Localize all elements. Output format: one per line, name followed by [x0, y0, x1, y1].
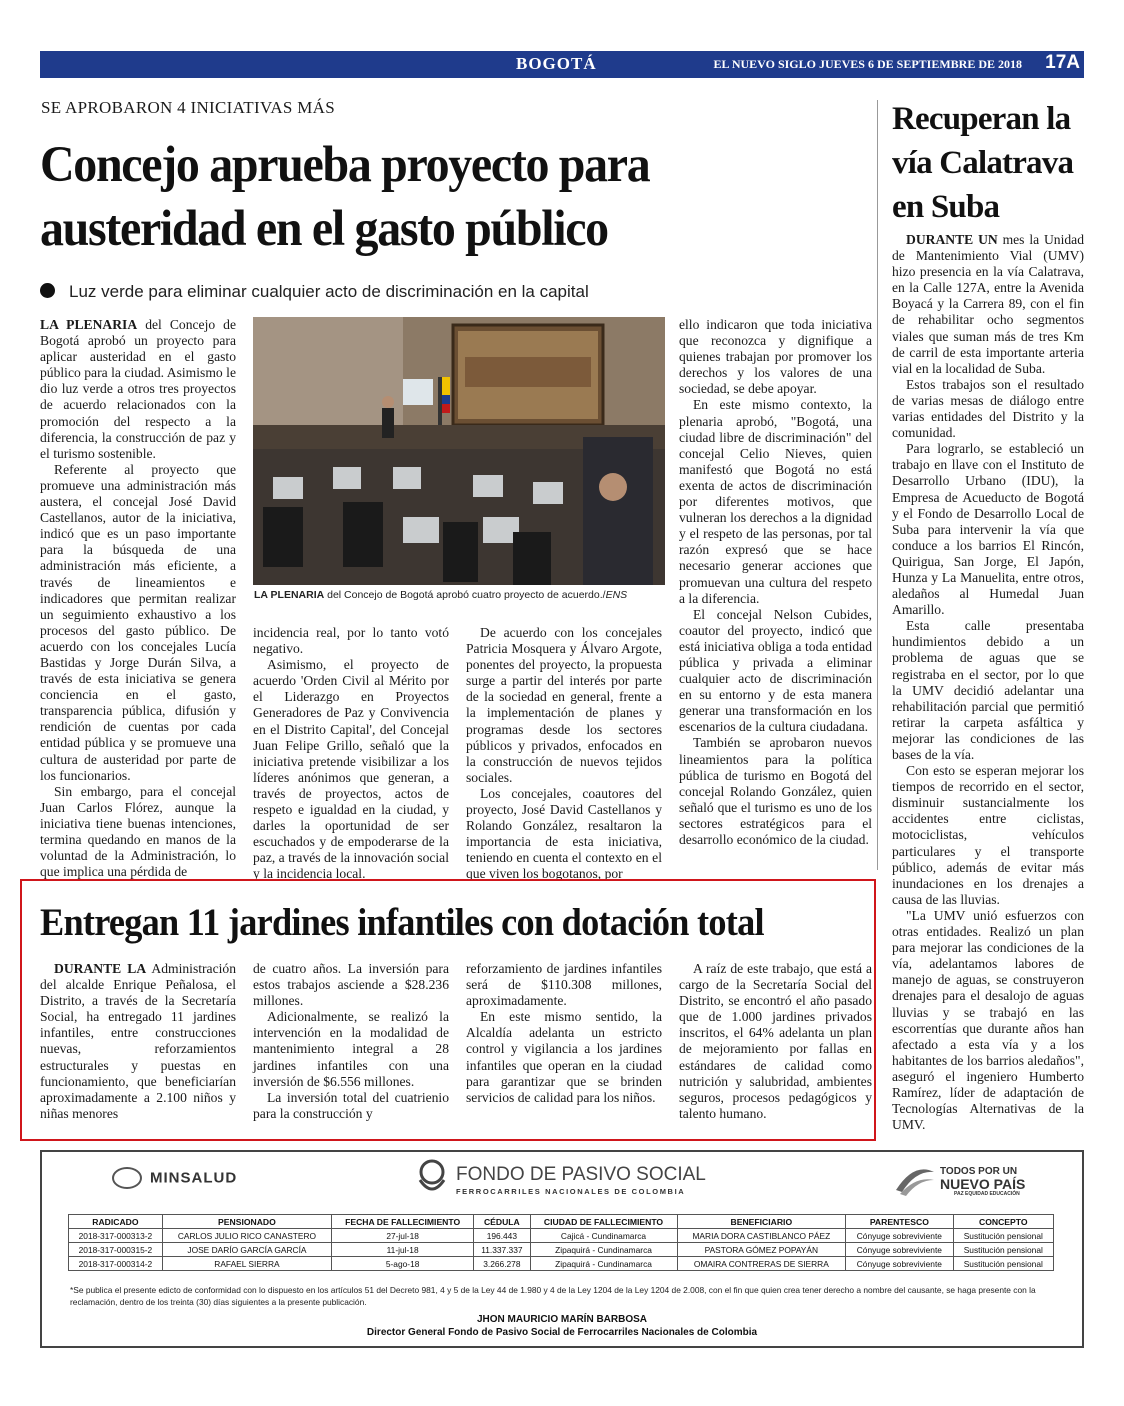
paragraph: Con esto se esperan mejorar los tiempos de recorrido en el sector, disminuir sustancialmente los accidentes entre ciclistas, motociclistas, vehículos particulares y el transporte público, además de evitar más inundaciones en los drenajes a causa de las lluvias.: [892, 763, 1084, 907]
lead-in: DURANTE UN: [906, 232, 998, 247]
column-header: RADICADO: [69, 1215, 163, 1229]
fondo-title: FONDO DE PASIVO SOCIAL: [456, 1164, 706, 1185]
table-cell: 2018-317-000315-2: [69, 1243, 163, 1257]
section-name: BOGOTÁ: [516, 54, 597, 73]
paragraph: Estos trabajos son el resultado de varias mesas de diálogo entre varias entidades del Distrito y la comunidad.: [892, 376, 1084, 441]
table-cell: Sustitución pensional: [953, 1257, 1053, 1271]
jardines-column-4: [679, 961, 872, 1122]
jardines-column-1: [40, 961, 236, 1122]
paragraph: Asimismo, el proyecto de acuerdo 'Orden Civil al Mérito por el Liderazgo en Proyectos Generadores de Paz y Convivencia en el Distrito Capital', del Concejal Juan Felipe Grillo, señaló que la iniciativa pretende visibilizar a los líderes anónimos que generan, a través de proyectos, actos de respeto e igualdad en la ciudad, y darles la oportunidad de ser escuchados y de empoderarse de la paz, a través de la innovación social y la incidencia local.: [253, 657, 449, 882]
paragraph: Adicionalmente, se realizó la intervención en la modalidad de mantenimiento integral a 28 jardines infantiles con una inversión de $6.556 millones.: [253, 1009, 449, 1089]
column-header: PENSIONADO: [162, 1215, 331, 1229]
jardines-column-2: [253, 961, 449, 1122]
table-cell: Cónyuge sobreviviente: [846, 1257, 953, 1271]
column-header: CÉDULA: [474, 1215, 530, 1229]
paragraph-text: mes la Unidad de Mantenimiento Vial (UMV) hizo presencia en la vía Calatrava, en la Calle 127A, entre la Avenida Boyacá y la Carrera 89, con el fin de rehabilitar ocho segmentos viales que suman más de tres Km de carril de esta importante arteria vial en la localidad de Suba.: [892, 232, 1084, 376]
paragraph: ello indicaron que toda iniciativa que reconozca y dignifique a quienes trabajan por promover los derechos y los valores de una sociedad, se debe apoyar.: [679, 317, 872, 397]
column-header: BENEFICIARIO: [677, 1215, 846, 1229]
paragraph: [40, 317, 236, 462]
article-column-2: [253, 625, 449, 883]
table-row: [69, 1257, 1054, 1271]
paragraph: Los concejales, coautores del proyecto, José David Castellanos y Rolando González, resaltaron la importancia de esta iniciativa, teniendo en cuenta el contexto en el que viven los bogotanos, por: [466, 785, 662, 882]
table-cell: Sustitución pensional: [953, 1229, 1053, 1243]
table-row: [69, 1243, 1054, 1257]
paragraph-text: del Concejo de Bogotá aprobó un proyecto para aplicar austeridad en el gasto público para la ciudad. Asimismo le dio luz verde a otros tres proyectos de acuerdo relacionados con la promoción del respecto a la diferencia, la construcción de paz y el turismo sostenible.: [40, 317, 237, 461]
signer-title: Director General Fondo de Pasivo Social de Ferrocarriles Nacionales de Colombia: [366, 1327, 758, 1338]
table-cell: Sustitución pensional: [953, 1243, 1053, 1257]
paragraph: La inversión total del cuatrienio para la construcción y: [253, 1089, 449, 1121]
side-article-body: [892, 232, 1084, 1133]
table-cell: 3.266.278: [474, 1257, 530, 1271]
side-article-headline: Recuperan la vía Calatrava en Suba: [892, 101, 1074, 225]
paragraph: En este mismo sentido, la Alcaldía adelanta un estricto control y vigilancia a los jardines infantiles que operan en la ciudad para garantizar que se brinden servicios de calidad para los niños.: [466, 1009, 662, 1105]
jardines-headline: Entregan 11 jardines infantiles con dotación total: [40, 901, 764, 944]
signer-name: JHON MAURICIO MARÍN BARBOSA: [477, 1314, 647, 1325]
photo-caption: [254, 589, 666, 601]
table-cell: 2018-317-000314-2: [69, 1257, 163, 1271]
table-cell: MARIA DORA CASTIBLANCO PÁEZ: [677, 1229, 846, 1243]
table-cell: Zipaquirá - Cundinamarca: [530, 1257, 677, 1271]
minsalud-logo: [112, 1167, 237, 1189]
paragraph: reforzamiento de jardines infantiles será de $110.308 millones, aproximadamente.: [466, 961, 662, 1009]
government-slogan-2: NUEVO PAÍS: [940, 1176, 1026, 1192]
paragraph-text: Administración del alcalde Enrique Peñalosa, el Distrito, a través de la Secretaría Social, ha entregado 11 jardines infantiles, entre construcciones nuevas, reforzamientos estructurales y puestas en funcionamiento, que beneficiarían aproximadamente a 2.100 niños y niñas menores: [40, 961, 236, 1121]
article-subtitle: [40, 282, 589, 302]
article-column-3: [466, 625, 662, 883]
table-row: [69, 1229, 1054, 1243]
paragraph: Sin embargo, para el concejal Juan Carlos Flórez, aunque la iniciativa tiene buenas intenciones, termina quedando en manos de la voluntad de la Administración, lo que implica una pérdida de: [40, 783, 236, 880]
council-plenary-photo: [253, 317, 665, 585]
column-header: CONCEPTO: [953, 1215, 1053, 1229]
table-cell: 27-jul-18: [332, 1229, 474, 1243]
paragraph: El concejal Nelson Cubides, coautor del proyecto, indicó que está iniciativa obliga a toda entidad pública y privada a eliminar cualquier acto de discriminación en su entorno y de esta manera generar una transformación en los escenarios de la cultura ciudadana.: [679, 606, 872, 735]
article-headline: Concejo aprueba proyecto para austeridad en el gasto público: [40, 137, 650, 257]
lead-in: LA PLENARIA: [40, 317, 138, 332]
paragraph: De acuerdo con los concejales Patricia Mosquera y Álvaro Argote, ponentes del proyecto, la propuesta surge a partir del interés por parte de la sociedad en general, frente a la implementación de planes y programas desde los sectores públicos y privados, enfocados en la construcción de nuevos tejidos sociales.: [466, 625, 662, 785]
paragraph: Esta calle presentaba hundimientos debido a un problema de aguas que se registraba en el sector, por lo que la UMV decidió adelantar una rehabilitación parcial que permitió retirar la carpeta asfáltica y mejorar las condiciones de las bases de la vía.: [892, 618, 1084, 762]
pension-table: [68, 1214, 1054, 1271]
table-cell: 2018-317-000313-2: [69, 1229, 163, 1243]
publication-date-line: EL NUEVO SIGLO JUEVES 6 DE SEPTIEMBRE DE 2018: [713, 57, 1022, 71]
table-cell: 5-ago-18: [332, 1257, 474, 1271]
table-cell: Cónyuge sobreviviente: [846, 1229, 953, 1243]
table-cell: JOSE DARÍO GARCÍA GARCÍA: [162, 1243, 331, 1257]
table-cell: RAFAEL SIERRA: [162, 1257, 331, 1271]
table-cell: OMAIRA CONTRERAS DE SIERRA: [677, 1257, 846, 1271]
table-cell: Cónyuge sobreviviente: [846, 1243, 953, 1257]
table-cell: Zipaquirá - Cundinamarca: [530, 1243, 677, 1257]
photo-illustration: [253, 317, 665, 585]
paragraph: "La UMV unió esfuerzos con otras entidades. Realizó un plan para mejorar las condiciones de la vía, adelantamos labores de manejo de aguas, se construyeron drenajes para el desalojo de aguas lluvias y se trabajó en las escorrentías que durante años han afectado a esta vía y a los habitantes de los barrios aledaños", aseguró el ingeniero Humberto Ramírez, líder de adaptación de Tecnologías Alternativas de la UMV.: [892, 907, 1084, 1133]
minsalud-label: MINSALUD: [150, 1169, 238, 1187]
section-header-bar: [40, 51, 1084, 78]
paragraph: Para lograrlo, se estableció un trabajo en llave con el Instituto de Desarrollo Urbano (IDU), la Empresa de Acueducto de Bogotá y el Fondo de Desarrollo Local de Suba para intervenir la vía que conduce a los barrios El Rincón, Quirigua, San Jorge, El Japón, Hunza y La Manuelita, entre otros, aledaños al Humedal Juan Amarillo.: [892, 441, 1084, 618]
government-swoosh-icon: [894, 1166, 936, 1196]
page-number: 17A: [1045, 52, 1080, 73]
coat-of-arms-icon: [112, 1167, 142, 1189]
column-header: CIUDAD DE FALLECIMIENTO: [530, 1215, 677, 1229]
paragraph: En este mismo contexto, la plenaria aprobó, "Bogotá, una ciudad libre de discriminación" del concejal Celio Nieves, quien manifestó que Bogotá no está exenta de actos de discriminación por diferentes motivos, que vulneran los derechos a la dignidad y el respeto de las personas, por tal razón expresó que se hace necesario generar acciones que promuevan una cultura del respeto a la diferencia.: [679, 397, 872, 606]
table-cell: Cajicá - Cundinamarca: [530, 1229, 677, 1243]
table-cell: 196.443: [474, 1229, 530, 1243]
article-kicker: SE APROBARON 4 INICIATIVAS MÁS: [41, 98, 335, 117]
fondo-subtitle: FERROCARRILES NACIONALES DE COLOMBIA: [456, 1187, 686, 1196]
subtitle-text: Luz verde para eliminar cualquier acto de discriminación en la capital: [69, 282, 589, 301]
photo-credit: ENS: [605, 589, 628, 601]
column-header: PARENTESCO: [846, 1215, 953, 1229]
paragraph: También se aprobaron nuevos lineamientos para la política pública de turismo en Bogotá del concejal Rolando González, quien señaló que el turismo es uno de los sectores estratégicos para el desarrollo económico de la ciudad.: [679, 735, 872, 847]
legal-note: *Se publica el presente edicto de conformidad con lo dispuesto en los artículos 51 del Decreto 981, 4 y 5 de la Ley 44 de 1.980 y 4 de la Ley 1204 de la Ley 1204 de 2.008, con el fin que quien crea tener derecho a nombre del causante, se haga presente con la reclamación, dentro de los treinta (30) días siguientes a la presente publicación.: [70, 1285, 1036, 1307]
table-cell: CARLOS JULIO RICO CANASTERO: [162, 1229, 331, 1243]
jardines-column-3: [466, 961, 662, 1106]
paragraph: de cuatro años. La inversión para estos trabajos asciende a $28.236 millones.: [253, 961, 449, 1009]
paragraph: incidencia real, por lo tanto votó negativo.: [253, 625, 449, 657]
table-cell: 11-jul-18: [332, 1243, 474, 1257]
lead-in: DURANTE LA: [54, 961, 147, 976]
article-column-4: [679, 317, 872, 848]
paragraph: [892, 232, 1084, 377]
paragraph: A raíz de este trabajo, que está a cargo de la Secretaría Social del Distrito, se encontró el año pasado que de 1.000 jardines privados inscritos, el 64% adelanta un plan de mejoramiento por fallas en estándares de calidad como nutrición y salubridad, ambientes seguros, procesos pedagógicos y talento humano.: [679, 961, 872, 1121]
table-header-row: [69, 1215, 1054, 1229]
table-cell: 11.337.337: [474, 1243, 530, 1257]
paragraph: [40, 961, 236, 1122]
caption-text: del Concejo de Bogotá aprobó cuatro proyecto de acuerdo./: [324, 589, 606, 601]
table-cell: PASTORA GÓMEZ POPAYÁN: [677, 1243, 846, 1257]
bullet-icon: [40, 283, 55, 298]
legal-notice-ad: [40, 1150, 1084, 1348]
fondo-emblem-icon: [414, 1158, 450, 1198]
table-body: [69, 1229, 1054, 1271]
column-divider: [877, 100, 878, 870]
article-column-1: [40, 317, 236, 880]
caption-lead: LA PLENARIA: [254, 589, 325, 601]
government-slogan-3: PAZ EQUIDAD EDUCACIÓN: [954, 1191, 1020, 1197]
government-slogan-1: TODOS POR UN: [940, 1166, 1018, 1177]
column-header: FECHA DE FALLECIMIENTO: [332, 1215, 474, 1229]
paragraph: Referente al proyecto que promueve una administración más austera, el concejal José David Castellanos, autor de la iniciativa, indicó que es un paso importante para la búsqueda de una administración más eficiente, a través de lineamientos e indicadores que permitan realizar un seguimiento exhaustivo a los procesos del gasto público. De acuerdo con los concejales Lucía Bastidas y Jorge Durán Silva, a través de esta iniciativa se genera conciencia en el gasto, transparencia pública, difusión y rendición de cuentas por cada entidad pública y se promueve una cultura de austeridad por parte de los funcionarios.: [40, 461, 236, 783]
